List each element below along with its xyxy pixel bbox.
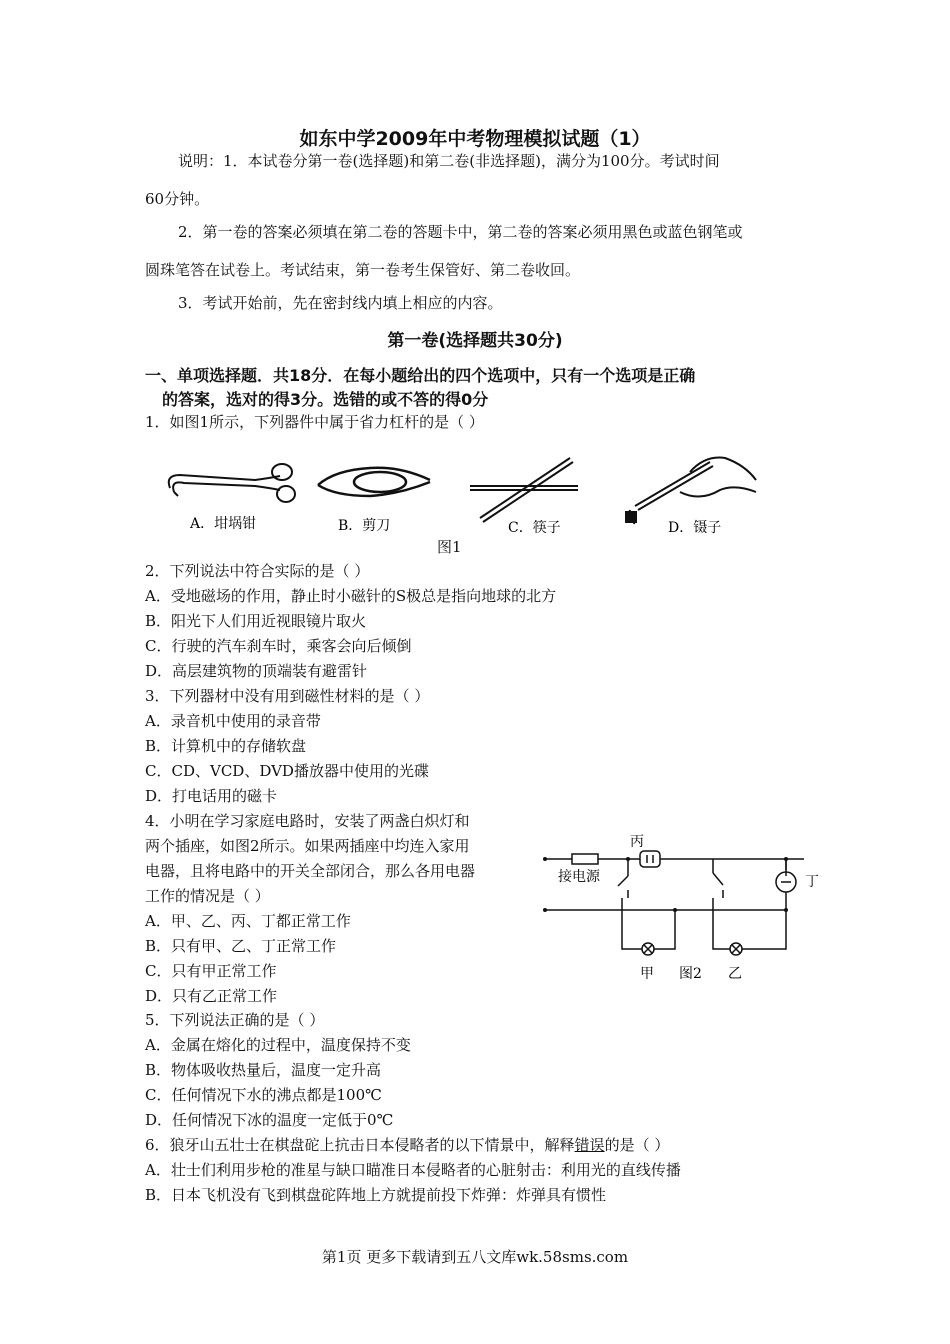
q5-option-b: B．物体吸收热量后，温度一定升高 [145,1061,382,1079]
switch-yi-icon [713,873,723,885]
q4-option-c: C．只有甲正常工作 [145,962,277,980]
q5-option-d: D．任何情况下冰的温度一定低于0℃ [145,1111,394,1129]
q5-option-a: A．金属在熔化的过程中，温度保持不变 [145,1036,411,1054]
q4-circuit-diagram [540,828,840,988]
q2-option-b: B．阳光下人们用近视眼镜片取火 [145,612,367,630]
q4-stem-4: 工作的情况是（ ） [145,887,270,905]
q1-stem: 1．如图1所示，下列器件中属于省力杠杆的是（ ） [145,413,484,431]
q3-option-b: B．计算机中的存储软盘 [145,737,307,755]
q1-figure-caption: 图1 [437,538,462,556]
q5-stem: 5．下列说法正确的是（ ） [145,1011,325,1029]
q4-stem-3: 电器，且将电路中的开关全部闭合，那么各用电器 [145,862,476,880]
instruction-line-3: 3．考试开始前，先在密封线内填上相应的内容。 [178,294,503,312]
instruction-line-2b: 圆珠笔答在试卷上。考试结束，第一卷考生保管好、第二卷收回。 [145,261,581,279]
section1-line-1: 一、单项选择题．共18分．在每小题给出的四个选项中，只有一个选项是正确 [145,366,696,385]
q3-option-d: D．打电话用的磁卡 [145,787,278,805]
q4-stem-2: 两个插座，如图2所示。如果两插座中均连入家用 [145,837,470,855]
instruction-line-1b: 60分钟。 [145,190,210,208]
instruction-line-1: 说明：1．本试卷分第一卷(选择题)和第二卷(非选择题)，满分为100分。考试时间 [178,152,720,170]
q1-figure [160,440,780,540]
section1-line-2: 的答案，选对的得3分。选错的或不答的得0分 [162,390,489,409]
label-ding: 丁 [805,874,819,890]
q1-label-d: D．镊子 [668,520,722,536]
q6-option-a: A．壮士们利用步枪的准星与缺口瞄准日本侵略者的心脏射击：利用光的直线传播 [145,1161,681,1179]
q6-stem-underline: 错误 [574,1136,605,1154]
q5-option-c: C．任何情况下水的沸点都是100℃ [145,1086,382,1104]
q2-option-a: A．受地磁场的作用，静止时小磁针的S极总是指向地球的北方 [145,587,557,605]
part1-title: 第一卷(选择题共30分) [387,331,563,351]
q3-option-c: C．CD、VCD、DVD播放器中使用的光碟 [145,762,429,780]
q6-stem-pre: 6．狼牙山五壮士在棋盘砣上抗击日本侵略者的以下情景中，解释 [145,1136,575,1154]
q4-option-b: B．只有甲、乙、丁正常工作 [145,937,337,955]
q6-stem-post: 的是（ ） [604,1136,670,1154]
crucible-tongs-icon [169,464,295,502]
q4-stem-1: 4．小明在学习家庭电路时，安装了两盏白炽灯和 [145,812,470,830]
label-bing: 丙 [630,834,644,850]
q6-option-b: B．日本飞机没有飞到棋盘砣阵地上方就提前投下炸弹：炸弹具有惯性 [145,1186,607,1204]
q2-option-c: C．行驶的汽车刹车时，乘客会向后倾倒 [145,637,412,655]
instruction-line-2: 2．第一卷的答案必须填在第二卷的答题卡中，第二卷的答案必须用黑色或蓝色钢笔或 [178,223,743,241]
q1-label-c: C．筷子 [508,520,561,536]
q3-option-a: A．录音机中使用的录音带 [145,712,321,730]
chopsticks-icon [470,458,578,522]
scissors-icon [318,468,430,496]
q4-figure-caption: 图2 [679,966,702,982]
q6-stem [145,1135,669,1155]
fuse-icon [572,854,598,864]
label-power: 接电源 [558,869,600,885]
socket-bing-icon [640,851,660,867]
q2-stem: 2．下列说法中符合实际的是（ ） [145,562,370,580]
label-jia: 甲 [640,966,654,982]
q1-label-b: B．剪刀 [338,518,391,534]
page-footer: 第1页 更多下载请到五八文库wk.58sms.com [321,1248,629,1266]
q3-stem: 3．下列器材中没有用到磁性材料的是（ ） [145,687,430,705]
tweezers-icon [626,458,756,524]
switch-jia-icon [618,876,628,886]
label-yi: 乙 [728,966,742,982]
q4-option-d: D．只有乙正常工作 [145,987,278,1005]
page-title: 如东中学2009年中考物理模拟试题（1） [299,128,651,150]
q2-option-d: D．高层建筑物的顶端装有避雷针 [145,662,368,680]
q1-label-a: A．坩埚钳 [190,516,257,532]
q4-option-a: A．甲、乙、丙、丁都正常工作 [145,912,351,930]
